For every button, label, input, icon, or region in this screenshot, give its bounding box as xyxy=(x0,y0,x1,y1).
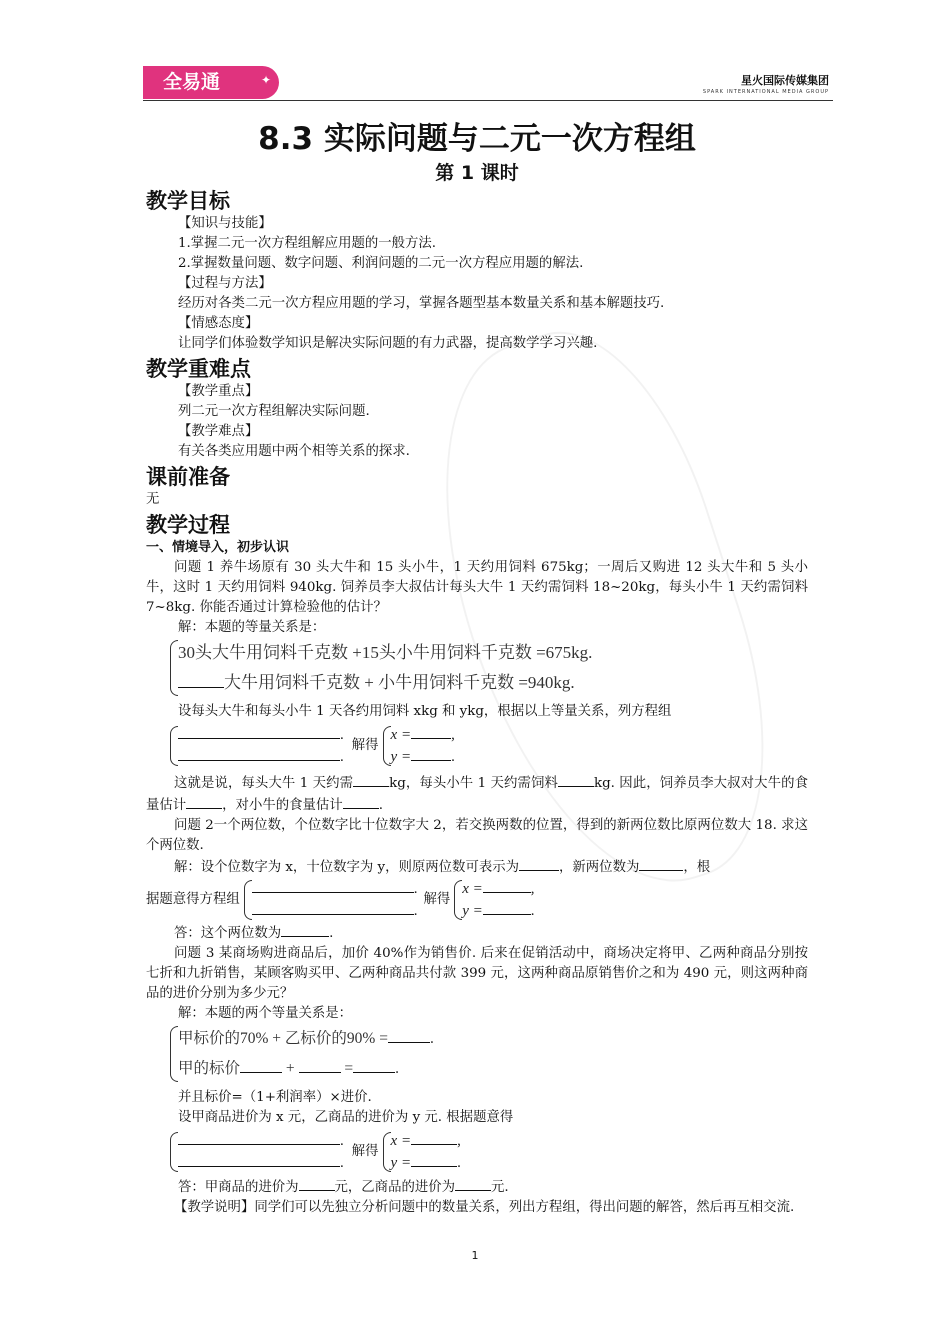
note-label: 【教学说明】 xyxy=(174,1200,255,1215)
relation-2 xyxy=(178,668,592,698)
key-difficulty: 有关各类应用题中两个相等关系的探求. xyxy=(178,444,410,459)
period: . xyxy=(340,749,344,765)
relation-1: 甲标价的70% + 乙标价的90% = xyxy=(178,1030,388,1047)
y-blank xyxy=(411,1152,457,1167)
solution-part-b: ，新两位数为 xyxy=(559,860,640,875)
equation-intro: 据题意得方程组 xyxy=(146,892,240,907)
goal-knowledge-label: 【知识与技能】 xyxy=(178,216,272,231)
y-equals: y = xyxy=(390,1155,412,1171)
problem-1-label: 问题 1 xyxy=(174,560,216,575)
solution-system: x = , y = . xyxy=(383,724,455,768)
equation-system xyxy=(170,1024,434,1084)
problem-3-equations xyxy=(146,1130,808,1174)
answer-part-b: 元，乙商品的进价为 xyxy=(334,1180,456,1195)
answer-blank xyxy=(186,794,222,809)
note-text: 同学们可以先独立分析问题中的数量关系，列出方程组，得出问题的解答，然后再互相交流. xyxy=(254,1200,795,1215)
problem-2-label: 问题 2 xyxy=(174,818,214,833)
problem-3 xyxy=(146,944,808,1004)
brace-icon xyxy=(170,1026,178,1082)
goal-attitude-1: 让同学们体验数学知识是解决实际问题的有力武器，提高数学学习兴趣. xyxy=(178,336,598,351)
equation-blank xyxy=(252,878,414,893)
answer-text: 答：这个两位数为 xyxy=(174,926,282,941)
x-blank xyxy=(411,1130,457,1145)
header-divider xyxy=(143,100,833,101)
y-equals: y = xyxy=(462,903,483,919)
period: . xyxy=(340,1155,344,1171)
x-blank xyxy=(483,878,531,893)
equals-sign: = xyxy=(344,1060,354,1077)
equation-blank xyxy=(178,746,340,761)
conclusion-part-c: kg. 因此，饲养员李大叔对大牛的食量估计 xyxy=(146,776,808,813)
relation-2-text: 大牛用饲料千克数 + 小牛用饲料千克数 =940kg. xyxy=(224,673,575,692)
answer-blank xyxy=(558,772,594,787)
goal-attitude-label: 【情感态度】 xyxy=(178,316,259,331)
page-header xyxy=(143,66,833,102)
problem-1-setup: 设每头大牛和每头小牛 1 天各约用饲料 xkg 和 ykg，根据以上等量关系，列方程组 xyxy=(178,704,672,719)
solve-label: 解得 xyxy=(351,1144,379,1159)
equation-blank xyxy=(178,724,340,739)
answer-blank xyxy=(455,1176,491,1191)
problem-2-answer xyxy=(146,922,808,944)
solve-label: 解得 xyxy=(423,892,451,907)
page-number: 1 xyxy=(471,1249,479,1262)
publisher-name-en: SPARK INTERNATIONAL MEDIA GROUP xyxy=(702,89,829,95)
brace-icon xyxy=(170,726,178,766)
relation-2-text: 甲的标价 xyxy=(178,1060,241,1077)
problem-2-text: 一个两位数，个位数字比十位数字大 2，若交换两数的位置，得到的新两位数比原两位数大 18. 求这个两位数. xyxy=(146,818,808,853)
brace-icon xyxy=(383,1132,391,1172)
main-content xyxy=(146,112,808,1218)
solution-part-c: ，根 xyxy=(683,860,711,875)
answer-blank xyxy=(299,1058,341,1073)
section-heading-goals: 教学目标 xyxy=(146,189,230,213)
plus-sign: + xyxy=(285,1060,295,1077)
problem-2-solution xyxy=(146,856,808,878)
brace-icon xyxy=(244,880,252,920)
equation-system xyxy=(170,638,592,698)
period: . xyxy=(340,1133,344,1149)
answer-part-a: 答：甲商品的进价为 xyxy=(178,1180,299,1195)
y-blank xyxy=(483,900,531,915)
x-equals: x = xyxy=(390,727,412,743)
equation-system xyxy=(244,878,418,922)
brace-icon xyxy=(170,640,178,696)
answer-part-c: 元. xyxy=(491,1180,509,1195)
problem-2-equations xyxy=(146,878,808,922)
goal-method-label: 【过程与方法】 xyxy=(178,276,272,291)
logo-text: 全易通 xyxy=(163,71,221,93)
problem-3-label: 问题 3 xyxy=(174,946,215,961)
conclusion-part-a: 这就是说，每头大牛 1 天约需 xyxy=(174,776,354,791)
brace-icon xyxy=(170,1132,178,1172)
page-subtitle: 第 1 课时 xyxy=(435,162,519,184)
teaching-note xyxy=(146,1198,808,1218)
key-focus-label: 【教学重点】 xyxy=(178,384,259,399)
problem-1-solution-intro: 解：本题的等量关系是： xyxy=(178,620,326,635)
goal-knowledge-1: 1.掌握二元一次方程组解应用题的一般方法. xyxy=(178,236,437,251)
period: . xyxy=(395,1060,400,1077)
answer-blank xyxy=(240,1058,282,1073)
period: . xyxy=(340,727,344,743)
problem-1-relation-system xyxy=(146,638,808,698)
prep-text: 无 xyxy=(146,492,160,507)
problem-3-relation-system xyxy=(146,1024,808,1084)
conclusion-part-b: kg，每头小牛 1 天约需饲料 xyxy=(389,776,558,791)
answer-blank xyxy=(353,772,389,787)
problem-2 xyxy=(146,816,808,856)
answer-blank xyxy=(353,1058,395,1073)
answer-blank xyxy=(178,673,224,688)
equation-blank xyxy=(178,1130,340,1145)
key-focus: 列二元一次方程组解决实际问题. xyxy=(178,404,370,419)
answer-blank xyxy=(299,1176,335,1191)
solution-system: x = , y = . xyxy=(454,878,534,922)
period: . xyxy=(413,881,418,897)
brand-logo xyxy=(143,66,279,99)
section-heading-prep: 课前准备 xyxy=(146,465,230,489)
key-difficulty-label: 【教学难点】 xyxy=(178,424,259,439)
solution-system: x = , y = . xyxy=(383,1130,461,1174)
period: . xyxy=(413,903,418,919)
equation-system xyxy=(170,724,344,768)
period: . xyxy=(329,926,334,941)
brace-icon xyxy=(383,726,391,766)
answer-blank xyxy=(639,856,683,871)
problem-3-solution-intro: 解：本题的两个等量关系是： xyxy=(178,1006,353,1021)
y-blank xyxy=(411,746,451,761)
step-1-heading: 一、情境导入，初步认识 xyxy=(146,540,290,555)
problem-3-answer xyxy=(146,1176,808,1198)
relation-1: 30头大牛用饲料千克数 +15头小牛用饲料千克数 =675kg. xyxy=(178,643,593,662)
period: . xyxy=(429,1030,434,1047)
answer-blank xyxy=(388,1028,430,1043)
publisher xyxy=(703,72,829,95)
problem-1-equations xyxy=(146,724,808,768)
problem-1-conclusion xyxy=(146,772,808,816)
section-heading-key-points: 教学重难点 xyxy=(146,357,251,381)
equation-blank xyxy=(178,1152,340,1167)
y-equals: y = xyxy=(390,749,412,765)
solve-label: 解得 xyxy=(351,738,379,753)
brace-icon xyxy=(454,880,462,920)
answer-blank xyxy=(343,794,379,809)
answer-blank xyxy=(519,856,559,871)
period: . xyxy=(378,798,383,813)
conclusion-part-d: ，对小牛的食量估计 xyxy=(222,798,343,813)
answer-blank xyxy=(281,922,329,937)
solution-part-a: 解：设个位数字为 x，十位数字为 y，则原两位数可表示为 xyxy=(174,860,520,875)
problem-3-text: 某商场购进商品后，加价 40%作为销售价. 后来在促销活动中，商场决定将甲、乙两种商品分别按七折和九折销售，某顾客购买甲、乙两种商品共付款 399 元，这两种商品原销售价之和为 490 元，则这两种商品的进价分别为多少元？ xyxy=(146,946,808,1001)
x-blank xyxy=(411,724,451,739)
x-equals: x = xyxy=(462,881,483,897)
period: . xyxy=(530,903,535,919)
logo-spark-icon: ✦ xyxy=(260,73,271,87)
period: . xyxy=(451,749,455,765)
page-title: 8.3 实际问题与二元一次方程组 xyxy=(258,121,696,157)
equation-blank xyxy=(252,900,414,915)
price-formula: 并且标价=（1+利润率）×进价. xyxy=(178,1090,372,1105)
problem-1-text: 养牛场原有 30 头大牛和 15 头小牛，1 天约用饲料 675kg；一周后又购进 12 头大牛和 5 头小牛，这时 1 天约用饲料 940kg. 饲养员李大叔估计每头大牛 1 天约需饲料 18~20kg，每头小牛 1 天约需饲料 7~8kg. 你能否通过计算检验他的估计？ xyxy=(146,560,809,615)
x-equals: x = xyxy=(390,1133,412,1149)
publisher-name: 星火国际传媒集团 xyxy=(741,74,829,87)
equation-system xyxy=(170,1130,344,1174)
problem-3-setup: 设甲商品进价为 x 元，乙商品的进价为 y 元. 根据题意得 xyxy=(178,1110,514,1125)
period: . xyxy=(457,1155,461,1171)
goal-knowledge-2: 2.掌握数量问题、数字问题、利润问题的二元一次方程应用题的解法. xyxy=(178,256,584,271)
problem-1 xyxy=(146,558,808,618)
goal-method-1: 经历对各类二元一次方程应用题的学习，掌握各题型基本数量关系和基本解题技巧. xyxy=(178,296,665,311)
section-heading-process: 教学过程 xyxy=(146,513,230,537)
